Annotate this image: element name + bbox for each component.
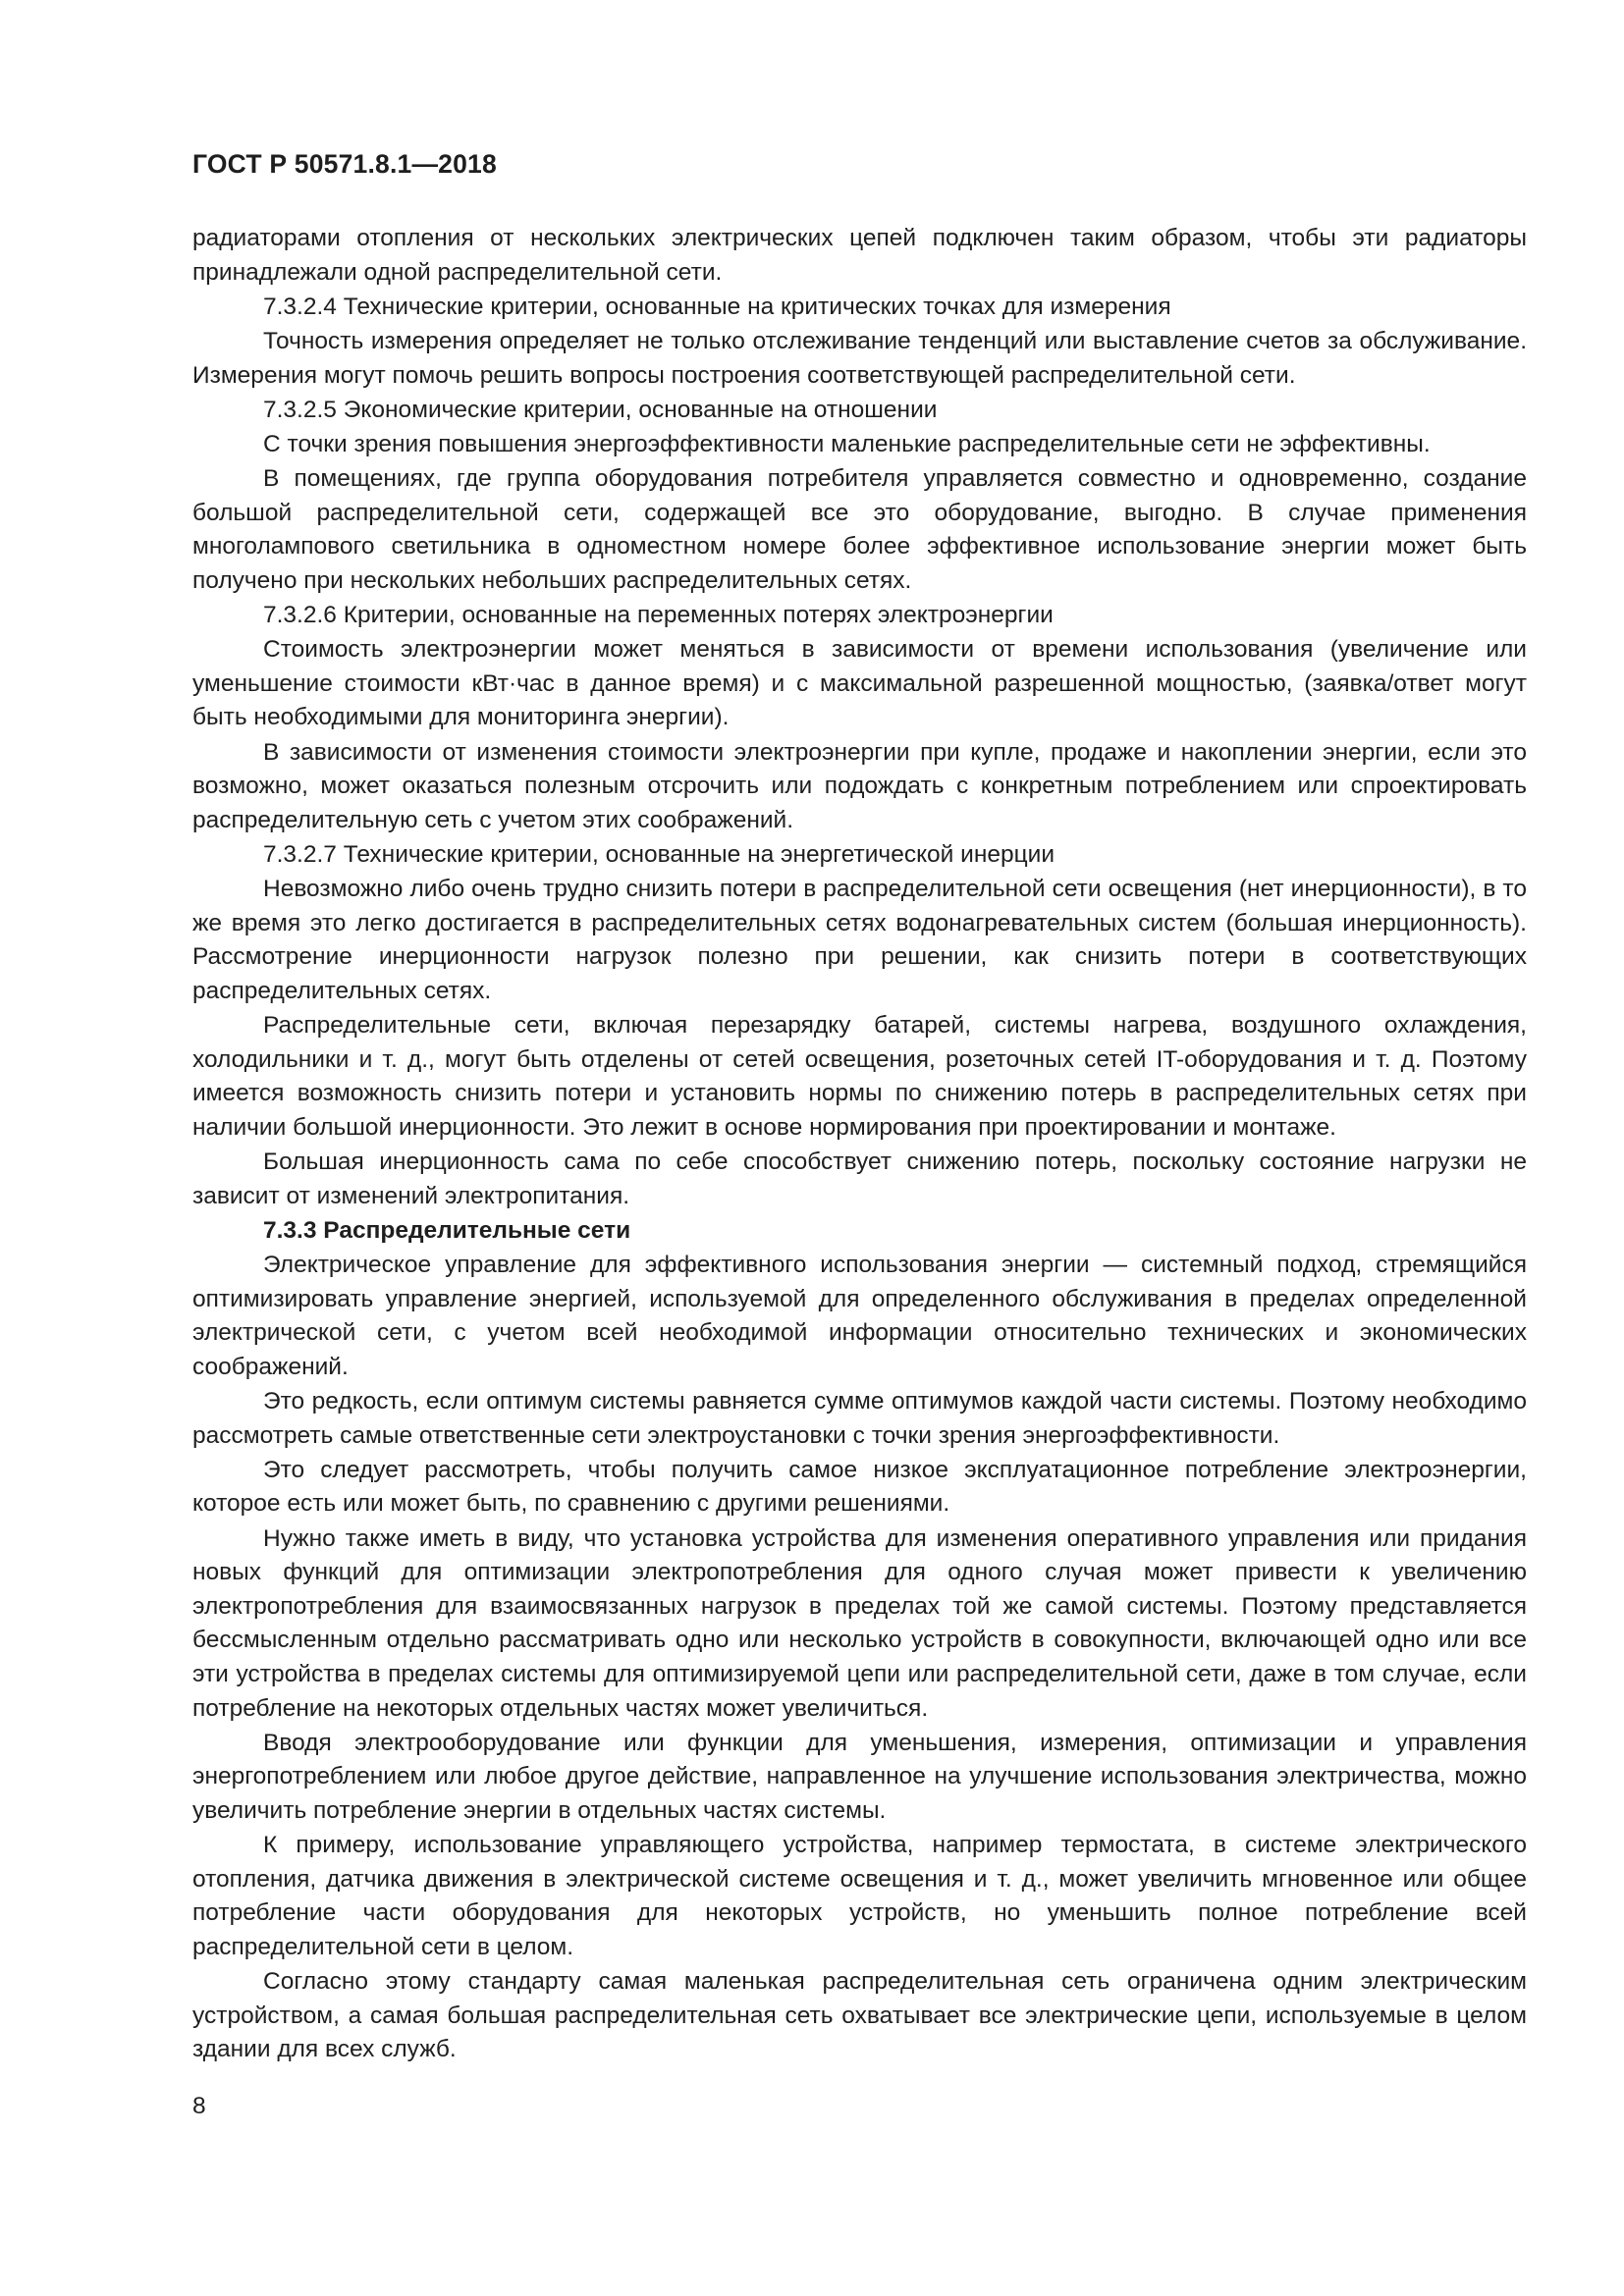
paragraph: В зависимости от изменения стоимости электроэнергии при купле, продаже и накоплении энергии, если это возможно, может оказаться полезным отсрочить или подождать с конкретным потреблением или спроектировать распределительную сеть с учетом этих соображений. [192, 738, 1527, 833]
paragraph: В помещениях, где группа оборудования потребителя управляется совместно и одновременно, создание большой распределительной сети, содержащей все это оборудование, выгодно. В случае применения многолампового светильника в одноместном номере более эффективное использование энергии может быть получено при нескольких небольших распределительных сетях. [192, 465, 1527, 594]
paragraph: Это редкость, если оптимум системы равняется сумме оптимумов каждой части системы. Поэтому необходимо рассмотреть самые ответственные сети электроустановки с точки зрения энергоэффективности. [192, 1388, 1527, 1449]
paragraph: К примеру, использование управляющего устройства, например термостата, в системе электрического отопления, датчика движения в электрической системе освещения и т. д., может увеличить мгновенное или общее потребление части оборудования для некоторых устройств, но уменьшить полное потребление всей распределительной сети в целом. [192, 1832, 1527, 1960]
paragraph: Невозможно либо очень трудно снизить потери в распределительной сети освещения (нет инерционности), в то же время это легко достигается в распределительных сетях водонагревательных систем (большая инерционность). Рассмотрение инерционности нагрузок полезно при решении, как снизить потери в соответствующих распределительных сетях. [192, 876, 1527, 1004]
paragraph: Большая инерционность сама по себе способствует снижению потерь, поскольку состояние нагрузки не зависит от изменений электропитания. [192, 1148, 1527, 1209]
paragraph: 7.3.2.5 Экономические критерии, основанные на отношении [263, 396, 938, 423]
paragraph: Распределительные сети, включая перезарядку батарей, системы нагрева, воздушного охлаждения, холодильники и т. д., могут быть отделены от сетей освещения, розеточных сетей IT-оборудования и т. д. Поэтому имеется возможность снизить потери и установить нормы по снижению потерь в распределительных сетях при наличии большой инерционности. Это лежит в основе нормирования при проектировании и монтаже. [192, 1012, 1527, 1141]
paragraph: Вводя электрооборудование или функции для уменьшения, измерения, оптимизации и управления энергопотреблением или любое другое действие, направленное на улучшение использования электричества, можно увеличить потребление энергии в отдельных частях системы. [192, 1729, 1527, 1824]
body-text [192, 222, 1527, 2067]
paragraph: 7.3.2.7 Технические критерии, основанные на энергетической инерции [263, 841, 1056, 869]
paragraph: Согласно этому стандарту самая маленькая распределительная сеть ограничена одним электрическим устройством, а самая большая распределительная сеть охватывает все электрические цепи, используемые в целом здании для всех служб. [192, 1968, 1527, 2063]
section-heading: 7.3.3 Распределительные сети [263, 1216, 631, 1244]
paragraph: 7.3.2.6 Критерии, основанные на переменных потерях электроэнергии [263, 602, 1054, 629]
paragraph: 7.3.2.4 Технические критерии, основанные на критических точках для измерения [263, 293, 1171, 320]
paragraph: Электрическое управление для эффективного использования энергии — системный подход, стремящийся оптимизировать управление энергией, используемой для определенного обслуживания в пределах определенной электрической сети, с учетом всей необходимой информации относительно технических и экономических соображений. [192, 1252, 1527, 1380]
paragraph: Это следует рассмотреть, чтобы получить самое низкое эксплуатационное потребление электроэнергии, которое есть или может быть, по сравнению с другими решениями. [192, 1456, 1527, 1518]
page-number: 8 [192, 2093, 206, 2119]
paragraph: Точность измерения определяет не только отслеживание тенденций или выставление счетов за обслуживание. Измерения могут помочь решить вопросы построения соответствующей распределительной сети. [192, 327, 1527, 389]
paragraph: радиаторами отопления от нескольких электрических цепей подключен таким образом, чтобы эти радиаторы принадлежали одной распределительной сети. [192, 225, 1527, 286]
document-header: ГОСТ Р 50571.8.1—2018 [192, 149, 497, 179]
paragraph: Стоимость электроэнергии может меняться в зависимости от времени использования (увеличение или уменьшение стоимости кВт·час в данное время) и с максимальной разрешенной мощностью, (заявка/ответ могут быть необходимыми для мониторинга энергии). [192, 636, 1527, 731]
paragraph: С точки зрения повышения энергоэффективности маленькие распределительные сети не эффективны. [263, 430, 1431, 457]
paragraph: Нужно также иметь в виду, что установка устройства для изменения оперативного управления или придания новых функций для оптимизации электропотребления для одного случая может привести к увеличению электропотребления для взаимосвязанных нагрузок в пределах той же самой системы. Поэтому представляется бессмысленным отдельно рассматривать одно или несколько устройств в совокупности, включающей одно или все эти устройства в пределах системы для оптимизируемой цепи или распределительной сети, даже в том случае, если потребление на некоторых отдельных частях может увеличиться. [192, 1524, 1527, 1722]
